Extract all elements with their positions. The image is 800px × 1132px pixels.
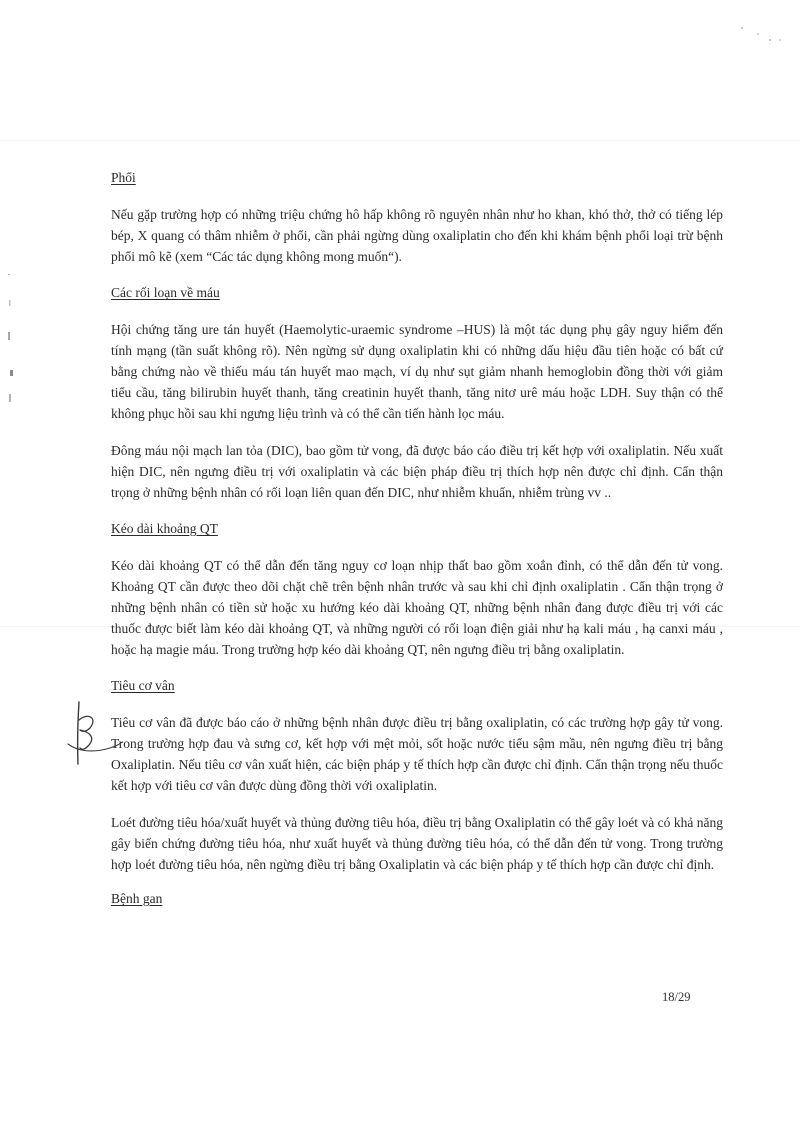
section-blood-disorders: [111, 283, 723, 503]
section-phoi: [111, 168, 723, 267]
section-liver-disease: [111, 889, 723, 909]
section-heading: Phổi: [111, 170, 136, 185]
page-number: 18/29: [662, 990, 691, 1004]
scan-edge-specks-icon: [4, 270, 18, 410]
section-rhabdomyolysis: [111, 676, 723, 875]
paragraph: Kéo dài khoảng QT có thể dẫn đến tăng nguy cơ loạn nhịp thất bao gồm xoắn đỉnh, có thể dẫn đến tử vong. Khoảng QT cần được theo dõi chặt chẽ trên bệnh nhân trước và sau khi chỉ định oxaliplatin . Cẩn thận trọng ở những bệnh nhân có tiền sử hoặc xu hướng kéo dài khoảng QT, những bệnh nhân đang được điều trị với các thuốc được biết làm kéo dài khoảng QT, và những người có rối loạn điện giải như hạ kali máu , hạ canxi máu , hoặc hạ magie máu. Trong trường hợp kéo dài khoảng QT, nên ngưng điều trị bằng oxaliplatin.: [111, 558, 723, 657]
paragraph: Nếu gặp trường hợp có những triệu chứng hô hấp không rõ nguyên nhân như ho khan, khó thở, thở có tiếng lép bép, X quang có thâm nhiễm ở phổi, cần phải ngừng dùng oxaliplatin cho đến khi khám bệnh phổi loại trừ bệnh phổi mô kẽ (xem “Các tác dụng không mong muốn“).: [111, 207, 723, 264]
section-heading: Các rối loạn về máu: [111, 285, 220, 300]
paragraph: Loét đường tiêu hóa/xuất huyết và thủng đường tiêu hóa, điều trị bằng Oxaliplatin có thể gây loét và có khả năng gây biến chứng đường tiêu hóa, như xuất huyết và thủng đường tiêu hóa, có thể dẫn đến tử vong. Trong trường hợp loét đường tiêu hóa, nên ngừng điều trị bằng Oxaliplatin và các biện pháp y tế thích hợp cần được chỉ định.: [111, 815, 723, 872]
section-qt-prolongation: [111, 519, 723, 660]
paragraph: Hội chứng tăng ure tán huyết (Haemolytic-uraemic syndrome –HUS) là một tác dụng phụ gây nguy hiểm đến tính mạng (tần suất không rõ). Nên ngừng sử dụng oxaliplatin khi có những dấu hiệu đầu tiên hoặc có bất cứ bằng chứng nào về thiếu máu tán huyết mao mạch, ví dụ như sụt giảm nhanh hemoglobin đồng thời với giảm tiểu cầu, tăng bilirubin huyết thanh, tăng creatinin huyết thanh, tăng nitơ urê máu hoặc LDH. Suy thận có thể không phục hồi sau khi ngưng liệu trình và có thể cần tiến hành lọc máu.: [111, 322, 723, 421]
section-heading: Kéo dài khoảng QT: [111, 521, 218, 536]
section-heading: Tiêu cơ vân: [111, 678, 175, 693]
document-body: [111, 168, 723, 925]
scan-artifact-line: [0, 140, 800, 141]
paragraph: Đông máu nội mạch lan tỏa (DIC), bao gồm tử vong, đã được báo cáo điều trị kết hợp với oxaliplatin. Nếu xuất hiện DIC, nên ngưng điều trị với oxaliplatin và các biện pháp điều trị thích hợp nên được chỉ định. Cẩn thận trọng ở những bệnh nhân có rối loạn liên quan đến DIC, như nhiễm khuẩn, nhiễm trùng vv ..: [111, 443, 723, 500]
scan-specks-icon: [736, 20, 786, 50]
handwritten-initials-mark-icon: [66, 698, 124, 768]
section-heading: Bệnh gan: [111, 891, 163, 906]
paragraph: Tiêu cơ vân đã được báo cáo ở những bệnh nhân được điều trị bằng oxaliplatin, có các trường hợp gây tử vong. Trong trường hợp đau và sưng cơ, kết hợp với mệt mỏi, sốt hoặc nước tiểu sậm mầu, nên ngưng điều trị bằng Oxaliplatin. Nếu tiêu cơ vân xuất hiện, các biện pháp y tế thích hợp cần được chỉ định. Cẩn thận trọng nếu thuốc kết hợp với tiêu cơ vân được dùng đồng thời với oxaliplatin.: [111, 715, 723, 793]
